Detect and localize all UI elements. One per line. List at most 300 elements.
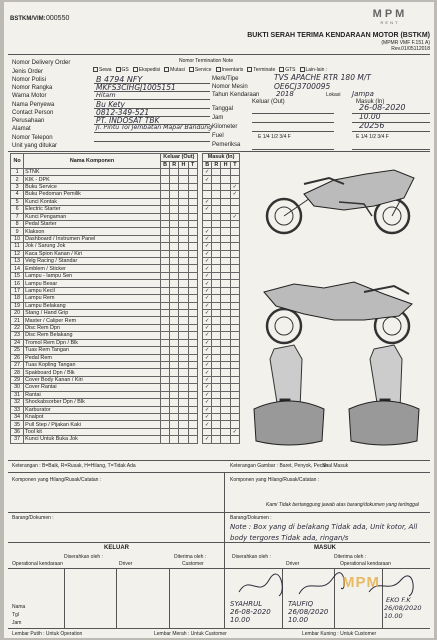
checkbox-icon[interactable] — [116, 67, 121, 72]
masuk-check-cell[interactable] — [212, 265, 221, 272]
keluar-check-cell[interactable] — [170, 258, 179, 265]
keluar-check-cell[interactable] — [188, 391, 197, 398]
masuk-check-cell[interactable] — [212, 206, 221, 213]
keluar-check-cell[interactable] — [160, 183, 169, 190]
masuk-check-cell[interactable] — [230, 384, 239, 391]
keluar-check-cell[interactable] — [188, 384, 197, 391]
masuk-check-cell[interactable] — [221, 347, 230, 354]
keluar-check-cell[interactable] — [170, 428, 179, 435]
masuk-check-cell[interactable] — [212, 347, 221, 354]
keluar-check-cell[interactable] — [179, 317, 188, 324]
masuk-check-cell[interactable] — [212, 235, 221, 242]
keluar-check-cell[interactable] — [160, 428, 169, 435]
masuk-check-cell[interactable] — [221, 369, 230, 376]
keluar-check-cell[interactable] — [179, 339, 188, 346]
keluar-check-cell[interactable] — [179, 369, 188, 376]
masuk-check-cell[interactable] — [203, 384, 212, 391]
keluar-check-cell[interactable] — [160, 369, 169, 376]
keluar-check-cell[interactable] — [170, 280, 179, 287]
masuk-check-cell[interactable] — [203, 324, 212, 331]
keluar-check-cell[interactable] — [170, 317, 179, 324]
keluar-check-cell[interactable] — [160, 287, 169, 294]
masuk-check-cell[interactable] — [212, 428, 221, 435]
keluar-check-cell[interactable] — [170, 272, 179, 279]
keluar-check-cell[interactable] — [160, 406, 169, 413]
masuk-check-cell[interactable] — [203, 421, 212, 428]
masuk-check-cell[interactable] — [221, 206, 230, 213]
masuk-check-cell[interactable] — [221, 191, 230, 198]
masuk-check-cell[interactable] — [221, 183, 230, 190]
keluar-check-cell[interactable] — [160, 295, 169, 302]
masuk-check-cell[interactable] — [212, 413, 221, 420]
masuk-check-cell[interactable] — [203, 339, 212, 346]
masuk-check-cell[interactable] — [230, 176, 239, 183]
keluar-check-cell[interactable] — [170, 324, 179, 331]
masuk-check-cell[interactable] — [230, 287, 239, 294]
masuk-check-cell[interactable] — [203, 198, 212, 205]
masuk-check-cell[interactable] — [221, 406, 230, 413]
masuk-check-cell[interactable] — [212, 302, 221, 309]
keluar-check-cell[interactable] — [170, 302, 179, 309]
keluar-check-cell[interactable] — [179, 391, 188, 398]
masuk-check-cell[interactable] — [212, 339, 221, 346]
masuk-check-cell[interactable] — [221, 361, 230, 368]
masuk-check-cell[interactable] — [230, 324, 239, 331]
masuk-check-cell[interactable] — [230, 428, 239, 435]
masuk-check-cell[interactable] — [212, 213, 221, 220]
order-type-option[interactable] — [163, 67, 185, 73]
masuk-check-cell[interactable] — [212, 183, 221, 190]
keluar-check-cell[interactable] — [179, 183, 188, 190]
keluar-check-cell[interactable] — [170, 399, 179, 406]
checkbox-icon[interactable] — [300, 67, 305, 72]
masuk-check-cell[interactable] — [212, 228, 221, 235]
keluar-check-cell[interactable] — [160, 235, 169, 242]
keluar-check-cell[interactable] — [170, 243, 179, 250]
keluar-check-cell[interactable] — [179, 428, 188, 435]
masuk-check-cell[interactable] — [230, 317, 239, 324]
keluar-check-cell[interactable] — [160, 220, 169, 227]
keluar-check-cell[interactable] — [170, 206, 179, 213]
keluar-check-cell[interactable] — [188, 258, 197, 265]
keluar-check-cell[interactable] — [188, 287, 197, 294]
masuk-check-cell[interactable] — [203, 206, 212, 213]
masuk-check-cell[interactable] — [212, 317, 221, 324]
keluar-check-cell[interactable] — [179, 265, 188, 272]
checkbox-icon[interactable] — [93, 67, 98, 72]
masuk-check-cell[interactable] — [230, 228, 239, 235]
keluar-check-cell[interactable] — [179, 220, 188, 227]
masuk-check-cell[interactable] — [212, 272, 221, 279]
masuk-check-cell[interactable] — [230, 406, 239, 413]
keluar-check-cell[interactable] — [160, 376, 169, 383]
keluar-check-cell[interactable] — [179, 295, 188, 302]
masuk-check-cell[interactable] — [212, 176, 221, 183]
masuk-check-cell[interactable] — [221, 354, 230, 361]
masuk-check-cell[interactable] — [203, 228, 212, 235]
masuk-check-cell[interactable] — [212, 384, 221, 391]
keluar-check-cell[interactable] — [179, 361, 188, 368]
masuk-check-cell[interactable] — [230, 169, 239, 176]
masuk-check-cell[interactable] — [203, 302, 212, 309]
masuk-check-cell[interactable] — [221, 436, 230, 443]
keluar-check-cell[interactable] — [188, 324, 197, 331]
keluar-check-cell[interactable] — [170, 198, 179, 205]
checkbox-icon[interactable] — [216, 67, 221, 72]
masuk-check-cell[interactable] — [230, 295, 239, 302]
masuk-check-cell[interactable] — [221, 310, 230, 317]
masuk-check-cell[interactable] — [203, 347, 212, 354]
keluar-check-cell[interactable] — [170, 220, 179, 227]
keluar-check-cell[interactable] — [188, 302, 197, 309]
keluar-check-cell[interactable] — [188, 213, 197, 220]
keluar-check-cell[interactable] — [160, 302, 169, 309]
keluar-check-cell[interactable] — [179, 235, 188, 242]
masuk-check-cell[interactable] — [203, 191, 212, 198]
keluar-check-cell[interactable] — [179, 347, 188, 354]
keluar-check-cell[interactable] — [188, 183, 197, 190]
masuk-check-cell[interactable] — [230, 369, 239, 376]
order-type-option[interactable] — [246, 67, 275, 73]
masuk-check-cell[interactable] — [203, 391, 212, 398]
order-type-option[interactable] — [132, 67, 160, 73]
keluar-check-cell[interactable] — [160, 324, 169, 331]
masuk-check-cell[interactable] — [230, 413, 239, 420]
masuk-check-cell[interactable] — [212, 280, 221, 287]
keluar-check-cell[interactable] — [170, 369, 179, 376]
masuk-check-cell[interactable] — [203, 354, 212, 361]
masuk-check-cell[interactable] — [212, 399, 221, 406]
order-type-option[interactable] — [115, 67, 129, 73]
keluar-check-cell[interactable] — [188, 332, 197, 339]
keluar-check-cell[interactable] — [170, 228, 179, 235]
keluar-check-cell[interactable] — [170, 421, 179, 428]
masuk-check-cell[interactable] — [212, 198, 221, 205]
masuk-check-cell[interactable] — [212, 287, 221, 294]
masuk-check-cell[interactable] — [212, 258, 221, 265]
keluar-check-cell[interactable] — [170, 250, 179, 257]
masuk-check-cell[interactable] — [203, 317, 212, 324]
masuk-check-cell[interactable] — [230, 235, 239, 242]
keluar-check-cell[interactable] — [188, 191, 197, 198]
masuk-check-cell[interactable] — [203, 250, 212, 257]
masuk-check-cell[interactable] — [221, 250, 230, 257]
keluar-check-cell[interactable] — [170, 354, 179, 361]
keluar-check-cell[interactable] — [160, 265, 169, 272]
masuk-check-cell[interactable] — [212, 295, 221, 302]
masuk-check-cell[interactable] — [221, 391, 230, 398]
keluar-check-cell[interactable] — [188, 421, 197, 428]
masuk-check-cell[interactable] — [221, 384, 230, 391]
order-type-option[interactable] — [92, 67, 112, 73]
keluar-check-cell[interactable] — [170, 235, 179, 242]
keluar-check-cell[interactable] — [170, 391, 179, 398]
keluar-check-cell[interactable] — [179, 302, 188, 309]
keluar-check-cell[interactable] — [179, 310, 188, 317]
masuk-check-cell[interactable] — [203, 169, 212, 176]
masuk-check-cell[interactable] — [230, 191, 239, 198]
masuk-check-cell[interactable] — [230, 213, 239, 220]
checkbox-icon[interactable] — [164, 67, 169, 72]
masuk-check-cell[interactable] — [230, 399, 239, 406]
keluar-check-cell[interactable] — [179, 280, 188, 287]
masuk-check-cell[interactable] — [221, 399, 230, 406]
masuk-check-cell[interactable] — [203, 235, 212, 242]
keluar-check-cell[interactable] — [179, 250, 188, 257]
masuk-check-cell[interactable] — [230, 220, 239, 227]
masuk-check-cell[interactable] — [230, 354, 239, 361]
keluar-check-cell[interactable] — [170, 361, 179, 368]
masuk-check-cell[interactable] — [212, 169, 221, 176]
keluar-check-cell[interactable] — [160, 436, 169, 443]
keluar-check-cell[interactable] — [160, 191, 169, 198]
keluar-check-cell[interactable] — [188, 235, 197, 242]
masuk-check-cell[interactable] — [203, 436, 212, 443]
keluar-check-cell[interactable] — [179, 406, 188, 413]
keluar-check-cell[interactable] — [179, 228, 188, 235]
masuk-check-cell[interactable] — [230, 250, 239, 257]
keluar-check-cell[interactable] — [160, 310, 169, 317]
masuk-check-cell[interactable] — [221, 280, 230, 287]
masuk-check-cell[interactable] — [230, 243, 239, 250]
order-type-option[interactable] — [215, 67, 244, 73]
keluar-check-cell[interactable] — [170, 436, 179, 443]
keluar-check-cell[interactable] — [188, 369, 197, 376]
keluar-check-cell[interactable] — [160, 354, 169, 361]
keluar-check-cell[interactable] — [160, 213, 169, 220]
keluar-check-cell[interactable] — [179, 399, 188, 406]
keluar-check-cell[interactable] — [179, 191, 188, 198]
masuk-check-cell[interactable] — [212, 421, 221, 428]
keluar-check-cell[interactable] — [160, 258, 169, 265]
checkbox-icon[interactable] — [133, 67, 138, 72]
keluar-check-cell[interactable] — [170, 213, 179, 220]
masuk-check-cell[interactable] — [221, 428, 230, 435]
masuk-check-cell[interactable] — [203, 258, 212, 265]
masuk-check-cell[interactable] — [203, 369, 212, 376]
keluar-check-cell[interactable] — [188, 399, 197, 406]
keluar-check-cell[interactable] — [179, 376, 188, 383]
masuk-check-cell[interactable] — [212, 369, 221, 376]
masuk-check-cell[interactable] — [203, 413, 212, 420]
masuk-check-cell[interactable] — [221, 287, 230, 294]
keluar-check-cell[interactable] — [160, 169, 169, 176]
masuk-check-cell[interactable] — [230, 310, 239, 317]
masuk-check-cell[interactable] — [230, 265, 239, 272]
masuk-check-cell[interactable] — [230, 376, 239, 383]
masuk-check-cell[interactable] — [230, 361, 239, 368]
masuk-check-cell[interactable] — [203, 406, 212, 413]
keluar-check-cell[interactable] — [179, 213, 188, 220]
keluar-check-cell[interactable] — [170, 265, 179, 272]
keluar-check-cell[interactable] — [188, 406, 197, 413]
masuk-check-cell[interactable] — [212, 332, 221, 339]
keluar-check-cell[interactable] — [188, 310, 197, 317]
masuk-check-cell[interactable] — [212, 324, 221, 331]
masuk-check-cell[interactable] — [203, 287, 212, 294]
checkbox-icon[interactable] — [247, 67, 252, 72]
masuk-check-cell[interactable] — [230, 280, 239, 287]
keluar-check-cell[interactable] — [179, 436, 188, 443]
masuk-check-cell[interactable] — [230, 391, 239, 398]
keluar-check-cell[interactable] — [188, 272, 197, 279]
keluar-check-cell[interactable] — [160, 243, 169, 250]
masuk-check-cell[interactable] — [212, 220, 221, 227]
keluar-check-cell[interactable] — [188, 428, 197, 435]
keluar-check-cell[interactable] — [188, 347, 197, 354]
masuk-check-cell[interactable] — [221, 272, 230, 279]
keluar-check-cell[interactable] — [179, 421, 188, 428]
keluar-check-cell[interactable] — [179, 324, 188, 331]
masuk-check-cell[interactable] — [203, 428, 212, 435]
keluar-check-cell[interactable] — [188, 361, 197, 368]
masuk-check-cell[interactable] — [221, 317, 230, 324]
keluar-check-cell[interactable] — [188, 436, 197, 443]
keluar-check-cell[interactable] — [160, 384, 169, 391]
masuk-check-cell[interactable] — [203, 213, 212, 220]
masuk-check-cell[interactable] — [230, 347, 239, 354]
keluar-check-cell[interactable] — [170, 169, 179, 176]
keluar-check-cell[interactable] — [170, 191, 179, 198]
masuk-check-cell[interactable] — [221, 339, 230, 346]
keluar-check-cell[interactable] — [188, 169, 197, 176]
keluar-check-cell[interactable] — [188, 339, 197, 346]
masuk-check-cell[interactable] — [230, 436, 239, 443]
order-type-option[interactable] — [188, 67, 212, 73]
masuk-check-cell[interactable] — [221, 324, 230, 331]
masuk-check-cell[interactable] — [221, 295, 230, 302]
keluar-check-cell[interactable] — [160, 391, 169, 398]
keluar-check-cell[interactable] — [188, 243, 197, 250]
keluar-check-cell[interactable] — [188, 198, 197, 205]
masuk-check-cell[interactable] — [203, 183, 212, 190]
keluar-check-cell[interactable] — [179, 287, 188, 294]
masuk-check-cell[interactable] — [203, 310, 212, 317]
masuk-check-cell[interactable] — [230, 198, 239, 205]
keluar-check-cell[interactable] — [188, 376, 197, 383]
keluar-check-cell[interactable] — [170, 413, 179, 420]
keluar-check-cell[interactable] — [160, 198, 169, 205]
masuk-check-cell[interactable] — [221, 413, 230, 420]
masuk-check-cell[interactable] — [221, 302, 230, 309]
keluar-check-cell[interactable] — [170, 376, 179, 383]
masuk-check-cell[interactable] — [221, 243, 230, 250]
keluar-check-cell[interactable] — [160, 250, 169, 257]
masuk-check-cell[interactable] — [221, 228, 230, 235]
keluar-check-cell[interactable] — [160, 399, 169, 406]
masuk-check-cell[interactable] — [203, 332, 212, 339]
keluar-check-cell[interactable] — [170, 310, 179, 317]
masuk-check-cell[interactable] — [203, 220, 212, 227]
masuk-check-cell[interactable] — [221, 332, 230, 339]
keluar-check-cell[interactable] — [188, 265, 197, 272]
keluar-check-cell[interactable] — [160, 228, 169, 235]
keluar-check-cell[interactable] — [160, 361, 169, 368]
keluar-check-cell[interactable] — [188, 295, 197, 302]
masuk-check-cell[interactable] — [221, 198, 230, 205]
masuk-check-cell[interactable] — [230, 258, 239, 265]
masuk-check-cell[interactable] — [212, 243, 221, 250]
keluar-check-cell[interactable] — [170, 295, 179, 302]
masuk-check-cell[interactable] — [221, 213, 230, 220]
masuk-check-cell[interactable] — [221, 169, 230, 176]
keluar-check-cell[interactable] — [179, 169, 188, 176]
masuk-check-cell[interactable] — [230, 206, 239, 213]
masuk-check-cell[interactable] — [203, 243, 212, 250]
masuk-check-cell[interactable] — [212, 191, 221, 198]
keluar-check-cell[interactable] — [170, 332, 179, 339]
keluar-check-cell[interactable] — [188, 228, 197, 235]
masuk-check-cell[interactable] — [203, 272, 212, 279]
keluar-check-cell[interactable] — [179, 413, 188, 420]
masuk-check-cell[interactable] — [212, 250, 221, 257]
keluar-check-cell[interactable] — [179, 354, 188, 361]
masuk-check-cell[interactable] — [203, 361, 212, 368]
keluar-check-cell[interactable] — [170, 183, 179, 190]
masuk-check-cell[interactable] — [221, 376, 230, 383]
checkbox-icon[interactable] — [189, 67, 194, 72]
keluar-check-cell[interactable] — [170, 384, 179, 391]
keluar-check-cell[interactable] — [179, 176, 188, 183]
masuk-check-cell[interactable] — [203, 265, 212, 272]
masuk-check-cell[interactable] — [212, 436, 221, 443]
keluar-check-cell[interactable] — [160, 317, 169, 324]
keluar-check-cell[interactable] — [179, 258, 188, 265]
keluar-check-cell[interactable] — [179, 243, 188, 250]
masuk-check-cell[interactable] — [221, 220, 230, 227]
keluar-check-cell[interactable] — [160, 272, 169, 279]
masuk-check-cell[interactable] — [203, 295, 212, 302]
masuk-check-cell[interactable] — [230, 421, 239, 428]
keluar-check-cell[interactable] — [188, 280, 197, 287]
keluar-check-cell[interactable] — [160, 332, 169, 339]
keluar-check-cell[interactable] — [170, 406, 179, 413]
keluar-check-cell[interactable] — [170, 176, 179, 183]
keluar-check-cell[interactable] — [160, 413, 169, 420]
keluar-check-cell[interactable] — [170, 347, 179, 354]
masuk-check-cell[interactable] — [230, 332, 239, 339]
checkbox-icon[interactable] — [279, 67, 284, 72]
masuk-check-cell[interactable] — [203, 280, 212, 287]
keluar-check-cell[interactable] — [170, 339, 179, 346]
masuk-check-cell[interactable] — [221, 235, 230, 242]
keluar-check-cell[interactable] — [188, 220, 197, 227]
masuk-check-cell[interactable] — [212, 361, 221, 368]
masuk-check-cell[interactable] — [221, 265, 230, 272]
masuk-check-cell[interactable] — [212, 310, 221, 317]
keluar-check-cell[interactable] — [170, 287, 179, 294]
keluar-check-cell[interactable] — [179, 332, 188, 339]
masuk-check-cell[interactable] — [230, 302, 239, 309]
keluar-check-cell[interactable] — [160, 280, 169, 287]
masuk-check-cell[interactable] — [212, 391, 221, 398]
keluar-check-cell[interactable] — [188, 354, 197, 361]
keluar-check-cell[interactable] — [160, 339, 169, 346]
masuk-check-cell[interactable] — [230, 183, 239, 190]
masuk-check-cell[interactable] — [203, 176, 212, 183]
keluar-check-cell[interactable] — [188, 206, 197, 213]
masuk-check-cell[interactable] — [212, 406, 221, 413]
keluar-check-cell[interactable] — [188, 176, 197, 183]
keluar-check-cell[interactable] — [179, 384, 188, 391]
masuk-check-cell[interactable] — [230, 272, 239, 279]
masuk-check-cell[interactable] — [221, 176, 230, 183]
keluar-check-cell[interactable] — [188, 317, 197, 324]
keluar-check-cell[interactable] — [160, 176, 169, 183]
keluar-check-cell[interactable] — [188, 413, 197, 420]
masuk-check-cell[interactable] — [212, 376, 221, 383]
keluar-check-cell[interactable] — [179, 206, 188, 213]
